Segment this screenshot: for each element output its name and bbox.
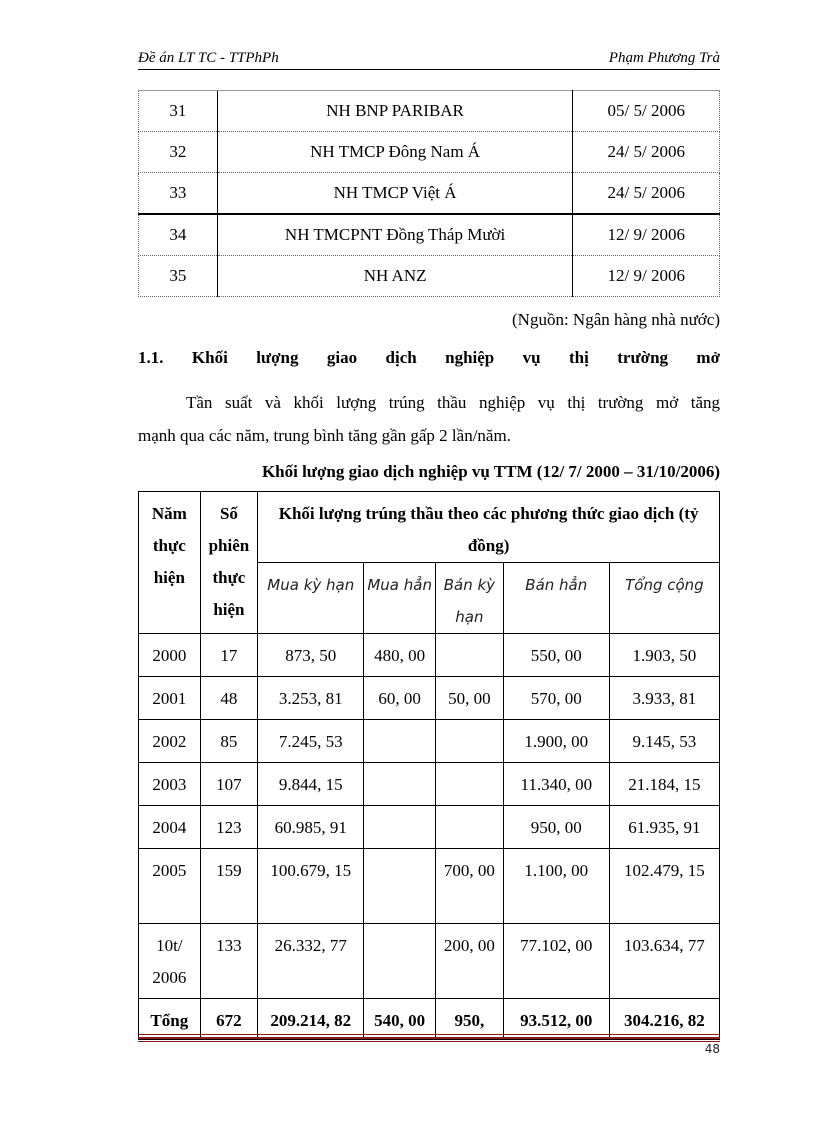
col-year-header: Năm thực hiện (139, 492, 201, 634)
table-caption: Khối lượng giao dịch nghiệp vụ TTM (12/ 7/ 2000 – 31/10/2006) (261, 462, 720, 481)
cell-value: 570, 00 (503, 677, 609, 720)
cell-value: 60, 00 (364, 677, 436, 720)
table-row (139, 173, 720, 215)
bank-name: NH BNP PARIBAR (217, 91, 573, 132)
paragraph-line: Tần suất và khối lượng trúng thầu nghiệp vụ thị trường mở tăng (186, 393, 720, 412)
cell-year: 10t/ 2006 (139, 924, 201, 999)
cell-value: 103.634, 77 (609, 924, 719, 999)
cell-value: 1.903, 50 (609, 634, 719, 677)
cell-value: 61.935, 91 (609, 806, 719, 849)
table-row (139, 720, 720, 763)
footer-line (138, 1037, 720, 1039)
cell-value: 11.340, 00 (503, 763, 609, 806)
cell-value: 50, 00 (436, 677, 504, 720)
cell-sessions: 48 (200, 677, 258, 720)
header-right: Phạm Phương Trà (608, 50, 720, 66)
cell-value: 550, 00 (503, 634, 609, 677)
subcol-header: Tổng cộng (609, 563, 719, 634)
bank-name: NH ANZ (217, 256, 573, 297)
cell-year: 2003 (139, 763, 201, 806)
cell-year: 2000 (139, 634, 201, 677)
page-header (138, 48, 720, 68)
table-row (139, 924, 720, 999)
cell-value: 100.679, 15 (258, 849, 364, 924)
table-row (139, 132, 720, 173)
table-row (139, 677, 720, 720)
col-sessions-header: Số phiên thực hiện (200, 492, 258, 634)
row-number: 32 (139, 132, 218, 173)
header-left: Đề án LT TC - TTPhPh (138, 50, 279, 66)
bank-name: NH TMCPNT Đồng Tháp Mười (217, 214, 573, 256)
cell-value: 304.216, 82 (609, 999, 719, 1040)
bank-date: 12/ 9/ 2006 (573, 256, 720, 297)
bank-date: 12/ 9/ 2006 (573, 214, 720, 256)
table-row (139, 214, 720, 256)
table-row (139, 91, 720, 132)
cell-value: 1.100, 00 (503, 849, 609, 924)
header-rule (138, 69, 720, 70)
bank-name: NH TMCP Đông Nam Á (217, 132, 573, 173)
paragraph-line: mạnh qua các năm, trung bình tăng gần gấp 2 lần/năm. (138, 426, 511, 445)
cell-value (364, 924, 436, 999)
table-row (139, 256, 720, 297)
cell-year: 2004 (139, 806, 201, 849)
cell-value: 209.214, 82 (258, 999, 364, 1040)
cell-value: 102.479, 15 (609, 849, 719, 924)
cell-sessions: 107 (200, 763, 258, 806)
table-row (139, 806, 720, 849)
cell-value (364, 763, 436, 806)
footer-line (138, 1034, 720, 1035)
cell-value: 60.985, 91 (258, 806, 364, 849)
cell-year: 2001 (139, 677, 201, 720)
cell-value (436, 720, 504, 763)
cell-value: 1.900, 00 (503, 720, 609, 763)
cell-value (364, 806, 436, 849)
section-heading: 1.1. Khối lượng giao dịch nghiệp vụ thị trường mở (138, 348, 720, 367)
cell-value (436, 806, 504, 849)
cell-sessions: 159 (200, 849, 258, 924)
cell-sessions: 17 (200, 634, 258, 677)
cell-value (364, 849, 436, 924)
subcol-header: Mua hẳn (364, 563, 436, 634)
footer-rule (138, 1034, 720, 1042)
cell-value (364, 720, 436, 763)
row-number: 31 (139, 91, 218, 132)
cell-year: Tổng (139, 999, 201, 1040)
cell-sessions: 85 (200, 720, 258, 763)
cell-value: 3.253, 81 (258, 677, 364, 720)
cell-value: 26.332, 77 (258, 924, 364, 999)
cell-value: 77.102, 00 (503, 924, 609, 999)
cell-value: 700, 00 (436, 849, 504, 924)
cell-value: 950, (436, 999, 504, 1040)
row-number: 35 (139, 256, 218, 297)
cell-value: 480, 00 (364, 634, 436, 677)
subcol-header: Bán hẳn (503, 563, 609, 634)
cell-value: 3.933, 81 (609, 677, 719, 720)
cell-sessions: 123 (200, 806, 258, 849)
cell-value: 21.184, 15 (609, 763, 719, 806)
cell-sessions: 672 (200, 999, 258, 1040)
table-row (139, 849, 720, 924)
table-row (139, 634, 720, 677)
col-group-header: Khối lượng trúng thầu theo các phương thức giao dịch (tỷ đồng) (258, 492, 720, 563)
row-number: 33 (139, 173, 218, 215)
subcol-header: Bán kỳ hạn (436, 563, 504, 634)
subcol-header: Mua kỳ hạn (258, 563, 364, 634)
row-number: 34 (139, 214, 218, 256)
page-number: 48 (704, 1042, 720, 1056)
cell-value: 93.512, 00 (503, 999, 609, 1040)
bank-date: 05/ 5/ 2006 (573, 91, 720, 132)
cell-value: 9.844, 15 (258, 763, 364, 806)
cell-value: 9.145, 53 (609, 720, 719, 763)
table-row (139, 763, 720, 806)
cell-value (436, 634, 504, 677)
cell-value: 873, 50 (258, 634, 364, 677)
bank-date: 24/ 5/ 2006 (573, 132, 720, 173)
volume-table (138, 491, 720, 1040)
cell-value: 950, 00 (503, 806, 609, 849)
cell-year: 2005 (139, 849, 201, 924)
table-header-row (139, 492, 720, 563)
cell-sessions: 133 (200, 924, 258, 999)
bank-name: NH TMCP Việt Á (217, 173, 573, 215)
cell-value (436, 763, 504, 806)
source-note: (Nguồn: Ngân hàng nhà nước) (512, 310, 720, 329)
cell-value: 540, 00 (364, 999, 436, 1040)
body-paragraph (138, 386, 720, 452)
cell-value: 7.245, 53 (258, 720, 364, 763)
cell-year: 2002 (139, 720, 201, 763)
cell-value: 200, 00 (436, 924, 504, 999)
bank-date: 24/ 5/ 2006 (573, 173, 720, 215)
bank-table (138, 90, 720, 297)
